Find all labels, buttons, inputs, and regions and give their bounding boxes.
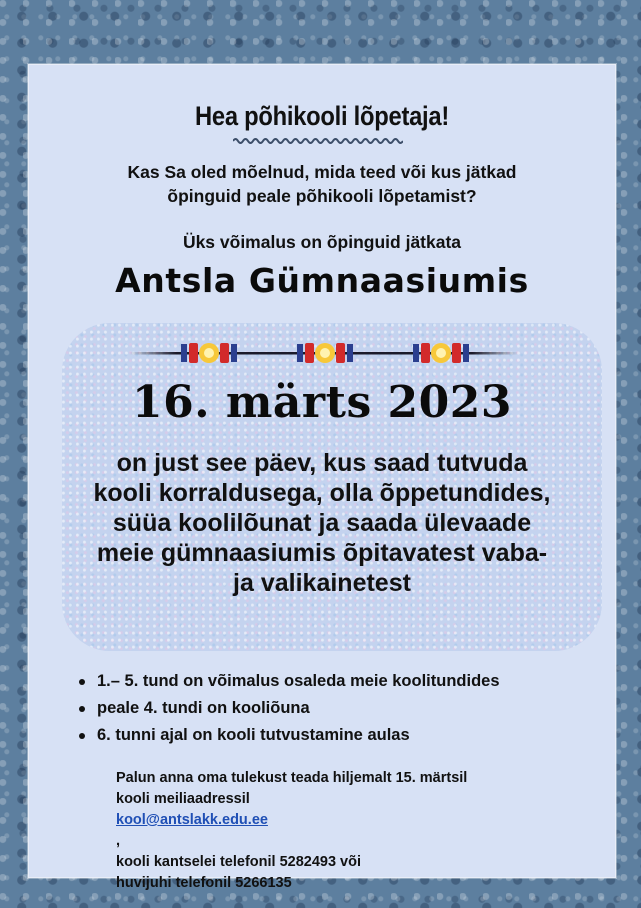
option-line: Üks võimalus on õpinguid jätkata [182, 232, 462, 252]
schedule-item-text: 6. tunni ajal on kooli tutvustamine aulas [97, 726, 410, 744]
event-description-line: on just see päev, kus saad tutvuda [116, 449, 528, 477]
schedule-item [79, 668, 500, 695]
bullet-icon [79, 679, 85, 685]
event-description-line: süüa koolilõunat ja saada ülevaade [112, 509, 532, 537]
bead-ornament-icon [129, 340, 519, 366]
contact-activity-phone: huvijuhi telefonil 5266135 [116, 875, 292, 891]
contact-email-suffix: , [116, 833, 121, 849]
schedule-item [79, 695, 500, 722]
schedule-item [79, 722, 500, 749]
intro-line-1: Kas Sa oled mõelnud, mida teed või kus jätkad [127, 162, 517, 182]
school-name: Antsla Gümnaasiumis [115, 261, 529, 300]
bullet-icon [79, 733, 85, 739]
event-description-line: kooli korraldusega, olla õppetundides, [93, 479, 551, 507]
flyer-page [28, 64, 616, 891]
contact-info [116, 768, 467, 894]
flyer-title: Hea põhikooli lõpetaja! [194, 101, 449, 131]
intro-line-2: õpinguid peale põhikooli lõpetamist? [167, 186, 477, 206]
event-description-line: meie gümnaasiumis õpitavatest vaba- [96, 539, 548, 567]
event-description [59, 448, 585, 598]
email-link[interactable]: kool@antslakk.edu.ee [116, 812, 268, 828]
intro-question [29, 160, 615, 208]
schedule-item-text: peale 4. tundi on kooliõuna [97, 699, 310, 717]
contact-deadline: Palun anna oma tulekust teada hiljemalt 15. märtsil [116, 770, 468, 786]
schedule-list [79, 668, 500, 749]
bullet-icon [79, 706, 85, 712]
contact-email-prefix: kooli meiliaadressil [116, 791, 250, 807]
event-date: 16. märts 2023 [132, 377, 512, 428]
squiggle-divider-icon [233, 137, 403, 145]
contact-office-phone: kooli kantselei telefonil 5282493 või [116, 854, 361, 870]
event-description-line: ja valikainetest [233, 569, 411, 597]
schedule-item-text: 1.– 5. tund on võimalus osaleda meie koolitundides [97, 672, 500, 690]
contact-email-line [116, 789, 467, 852]
